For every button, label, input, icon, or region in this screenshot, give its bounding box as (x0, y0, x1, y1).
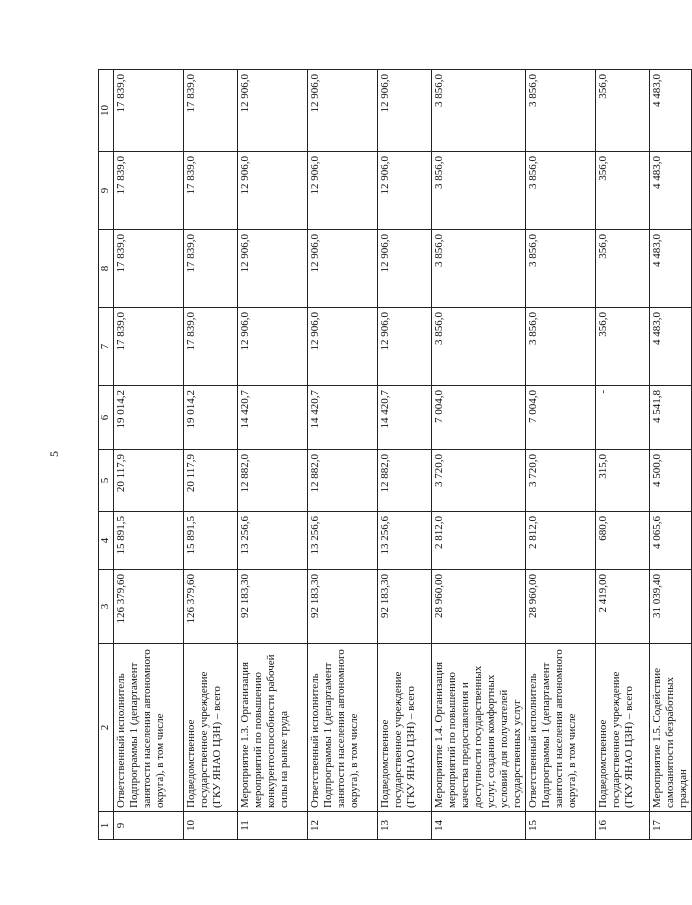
value-cell: 14 420,7 (308, 386, 378, 450)
value-cell: 315,0 (596, 450, 650, 512)
value-cell: 4 541,8 (650, 386, 692, 450)
value-cell: 3 856,0 (432, 70, 526, 152)
table-row (114, 70, 184, 840)
row-name-cell: Ответственный исполнитель Подпрограммы 1 (департамент занятости населения автономного округа), в том числе (114, 644, 184, 812)
value-cell: 126 379,60 (184, 570, 238, 644)
row-number-cell: 14 (432, 812, 526, 840)
value-cell: 13 256,6 (378, 512, 432, 570)
row-name-cell: Подведомственное государственное учреждение (ГКУ ЯНАО ЦЗН) – всего (184, 644, 238, 812)
row-name-cell: Ответственный исполнитель Подпрограммы 1 (департамент занятости населения автономного округа), в том числе (526, 644, 596, 812)
value-cell: 3 720,0 (432, 450, 526, 512)
row-name-cell: Мероприятие 1.3. Организация мероприятий по повышению конкурентоспособности рабочей силы на рынке труда (238, 644, 308, 812)
row-name-cell: Ответственный исполнитель Подпрограммы 1 (департамент занятости населения автономного округа), в том числе (308, 644, 378, 812)
value-cell: 2 812,0 (526, 512, 596, 570)
value-cell: 2 812,0 (432, 512, 526, 570)
table-header-row (99, 70, 114, 840)
row-number-cell: 12 (308, 812, 378, 840)
value-cell: 19 014,2 (114, 386, 184, 450)
column-header: 9 (99, 152, 114, 230)
page-number: 5 (47, 451, 61, 457)
budget-table (98, 69, 692, 840)
table-row (184, 70, 238, 840)
value-cell: 680,0 (596, 512, 650, 570)
value-cell: 14 420,7 (378, 386, 432, 450)
value-cell: 4 483,0 (650, 230, 692, 308)
value-cell: 20 117,9 (184, 450, 238, 512)
value-cell: 17 839,0 (184, 230, 238, 308)
row-name-cell: Мероприятие 1.4. Организация мероприятий по повышению качества предоставления и доступности государственных услуг, создания комфортных условий для получателей государственных услуг (432, 644, 526, 812)
table-row (432, 70, 526, 840)
value-cell: 12 882,0 (308, 450, 378, 512)
value-cell: 17 839,0 (114, 308, 184, 386)
value-cell: 12 906,0 (378, 152, 432, 230)
value-cell: - (596, 386, 650, 450)
column-header: 2 (99, 644, 114, 812)
table-row (526, 70, 596, 840)
value-cell: 3 856,0 (432, 308, 526, 386)
column-header: 7 (99, 308, 114, 386)
value-cell: 12 906,0 (378, 308, 432, 386)
row-name-cell: Подведомственное государственное учреждение (ГКУ ЯНАО ЦЗН) – всего (378, 644, 432, 812)
value-cell: 15 891,5 (114, 512, 184, 570)
value-cell: 17 839,0 (114, 70, 184, 152)
value-cell: 17 839,0 (184, 70, 238, 152)
value-cell: 20 117,9 (114, 450, 184, 512)
value-cell: 12 906,0 (378, 70, 432, 152)
column-header: 1 (99, 812, 114, 840)
row-name-cell: Подведомственное государственное учреждение (ГКУ ЯНАО ЦЗН) – всего (596, 644, 650, 812)
table-row (650, 70, 692, 840)
value-cell: 13 256,6 (308, 512, 378, 570)
value-cell: 3 856,0 (432, 230, 526, 308)
value-cell: 4 065,6 (650, 512, 692, 570)
value-cell: 17 839,0 (184, 152, 238, 230)
value-cell: 4 483,0 (650, 152, 692, 230)
value-cell: 12 882,0 (378, 450, 432, 512)
value-cell: 4 483,0 (650, 308, 692, 386)
value-cell: 92 183,30 (378, 570, 432, 644)
value-cell: 17 839,0 (184, 308, 238, 386)
value-cell: 3 856,0 (526, 70, 596, 152)
column-header: 5 (99, 450, 114, 512)
value-cell: 17 839,0 (114, 152, 184, 230)
value-cell: 12 882,0 (238, 450, 308, 512)
value-cell: 3 856,0 (526, 230, 596, 308)
table-row (238, 70, 308, 840)
row-number-cell: 10 (184, 812, 238, 840)
value-cell: 356,0 (596, 308, 650, 386)
row-number-cell: 11 (238, 812, 308, 840)
value-cell: 4 500,0 (650, 450, 692, 512)
row-number-cell: 17 (650, 812, 692, 840)
value-cell: 12 906,0 (308, 70, 378, 152)
column-header: 6 (99, 386, 114, 450)
value-cell: 92 183,30 (238, 570, 308, 644)
value-cell: 28 960,00 (432, 570, 526, 644)
value-cell: 28 960,00 (526, 570, 596, 644)
value-cell: 356,0 (596, 70, 650, 152)
value-cell: 12 906,0 (238, 308, 308, 386)
value-cell: 3 856,0 (526, 308, 596, 386)
row-number-cell: 13 (378, 812, 432, 840)
column-header: 3 (99, 570, 114, 644)
row-number-cell: 15 (526, 812, 596, 840)
value-cell: 12 906,0 (378, 230, 432, 308)
value-cell: 13 256,6 (238, 512, 308, 570)
value-cell: 12 906,0 (238, 152, 308, 230)
value-cell: 12 906,0 (238, 230, 308, 308)
value-cell: 2 419,00 (596, 570, 650, 644)
row-number-cell: 16 (596, 812, 650, 840)
column-header: 4 (99, 512, 114, 570)
value-cell: 12 906,0 (308, 308, 378, 386)
column-header: 8 (99, 230, 114, 308)
row-name-cell: Мероприятие 1.5. Содействие самозанятости безработных граждан (650, 644, 692, 812)
value-cell: 356,0 (596, 230, 650, 308)
rotated-table-wrapper (98, 70, 689, 840)
value-cell: 7 004,0 (526, 386, 596, 450)
value-cell: 3 856,0 (526, 152, 596, 230)
table-row (596, 70, 650, 840)
table-row (378, 70, 432, 840)
value-cell: 356,0 (596, 152, 650, 230)
value-cell: 126 379,60 (114, 570, 184, 644)
value-cell: 31 039,40 (650, 570, 692, 644)
value-cell: 92 183,30 (308, 570, 378, 644)
table-row (308, 70, 378, 840)
table-body (114, 70, 692, 840)
value-cell: 3 856,0 (432, 152, 526, 230)
value-cell: 12 906,0 (308, 230, 378, 308)
value-cell: 7 004,0 (432, 386, 526, 450)
value-cell: 12 906,0 (238, 70, 308, 152)
value-cell: 12 906,0 (308, 152, 378, 230)
column-header: 10 (99, 70, 114, 152)
value-cell: 15 891,5 (184, 512, 238, 570)
value-cell: 17 839,0 (114, 230, 184, 308)
value-cell: 14 420,7 (238, 386, 308, 450)
value-cell: 3 720,0 (526, 450, 596, 512)
value-cell: 19 014,2 (184, 386, 238, 450)
row-number-cell: 9 (114, 812, 184, 840)
value-cell: 4 483,0 (650, 70, 692, 152)
